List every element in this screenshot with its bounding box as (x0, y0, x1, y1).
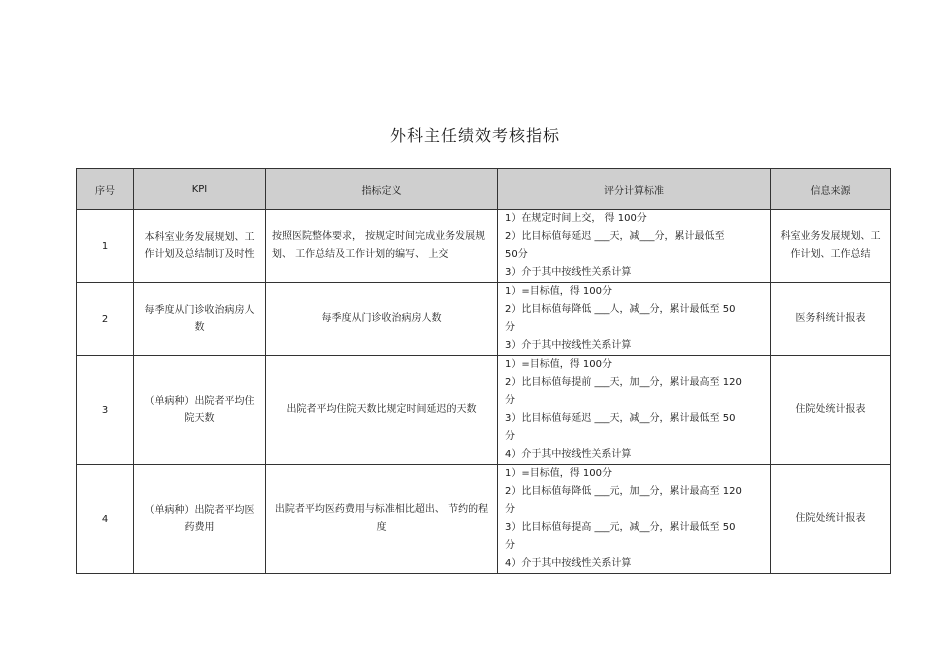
scoring-rules (498, 283, 771, 356)
kpi-definition: 出院者平均医药费用与标准相比超出、 节约的程度 (266, 465, 498, 574)
header-source: 信息来源 (771, 169, 891, 210)
kpi-definition: 按照医院整体要求， 按规定时间完成业务发展规划、 工作总结及工作计划的编写、 上交 (266, 210, 498, 283)
row-number: 4 (77, 465, 134, 574)
row-number: 2 (77, 283, 134, 356)
kpi-name: （单病种）出院者平均住院天数 (134, 356, 266, 465)
page-title: 外科主任绩效考核指标 (389, 126, 560, 145)
scoring-rule-line: 分 (505, 540, 515, 551)
header-no: 序号 (77, 169, 134, 210)
table-row (77, 283, 891, 356)
scoring-rule-line: 2）比目标值每降低 ___元，加__分，累计最高至 120 (505, 486, 742, 497)
row-number: 1 (77, 210, 134, 283)
scoring-rule-line: 分 (505, 431, 515, 442)
header-definition: 指标定义 (266, 169, 498, 210)
scoring-rule-line: 分 (505, 322, 515, 333)
scoring-rule-line: 3）比目标值每提高 ___元，减__分，累计最低至 50 (505, 522, 736, 533)
scoring-rule-line: 分 (505, 395, 515, 406)
info-source: 住院处统计报表 (771, 356, 891, 465)
info-source: 医务科统计报表 (771, 283, 891, 356)
scoring-rule-line: 3）介于其中按线性关系计算 (505, 267, 632, 278)
scoring-rule-line: 1）=目标值，得 100分 (505, 286, 613, 297)
scoring-rule-line: 2）比目标值每延迟 ___天，减___分，累计最低至 (505, 231, 725, 242)
scoring-rule-line: 2）比目标值每提前 ___天，加__分，累计最高至 120 (505, 377, 742, 388)
scoring-rules (498, 210, 771, 283)
scoring-rule-line: 4）介于其中按线性关系计算 (505, 558, 632, 569)
header-scoring: 评分计算标准 (498, 169, 771, 210)
scoring-rules (498, 356, 771, 465)
kpi-name: 本科室业务发展规划、工作计划及总结制订及时性 (134, 210, 266, 283)
scoring-rule-line: 分 (505, 504, 515, 515)
table-row (77, 356, 891, 465)
scoring-rule-line: 1）=目标值，得 100分 (505, 359, 613, 370)
info-source: 住院处统计报表 (771, 465, 891, 574)
scoring-rule-line: 50分 (505, 249, 528, 260)
table-row (77, 210, 891, 283)
table-header-row (77, 169, 891, 210)
kpi-table (76, 168, 891, 574)
kpi-name: 每季度从门诊收治病房人数 (134, 283, 266, 356)
scoring-rule-line: 4）介于其中按线性关系计算 (505, 449, 632, 460)
scoring-rule-line: 1）在规定时间上交， 得 100分 (505, 213, 647, 224)
info-source: 科室业务发展规划、工作计划、工作总结 (771, 210, 891, 283)
kpi-name: （单病种）出院者平均医药费用 (134, 465, 266, 574)
row-number: 3 (77, 356, 134, 465)
header-kpi: KPI (134, 169, 266, 210)
table-row (77, 465, 891, 574)
scoring-rule-line: 3）介于其中按线性关系计算 (505, 340, 632, 351)
scoring-rule-line: 3）比目标值每延迟 ___天，减__分，累计最低至 50 (505, 413, 736, 424)
scoring-rules (498, 465, 771, 574)
kpi-definition: 每季度从门诊收治病房人数 (266, 283, 498, 356)
kpi-definition: 出院者平均住院天数比规定时间延迟的天数 (266, 356, 498, 465)
scoring-rule-line: 2）比目标值每降低 ___人，减__分，累计最低至 50 (505, 304, 736, 315)
scoring-rule-line: 1）=目标值，得 100分 (505, 468, 613, 479)
